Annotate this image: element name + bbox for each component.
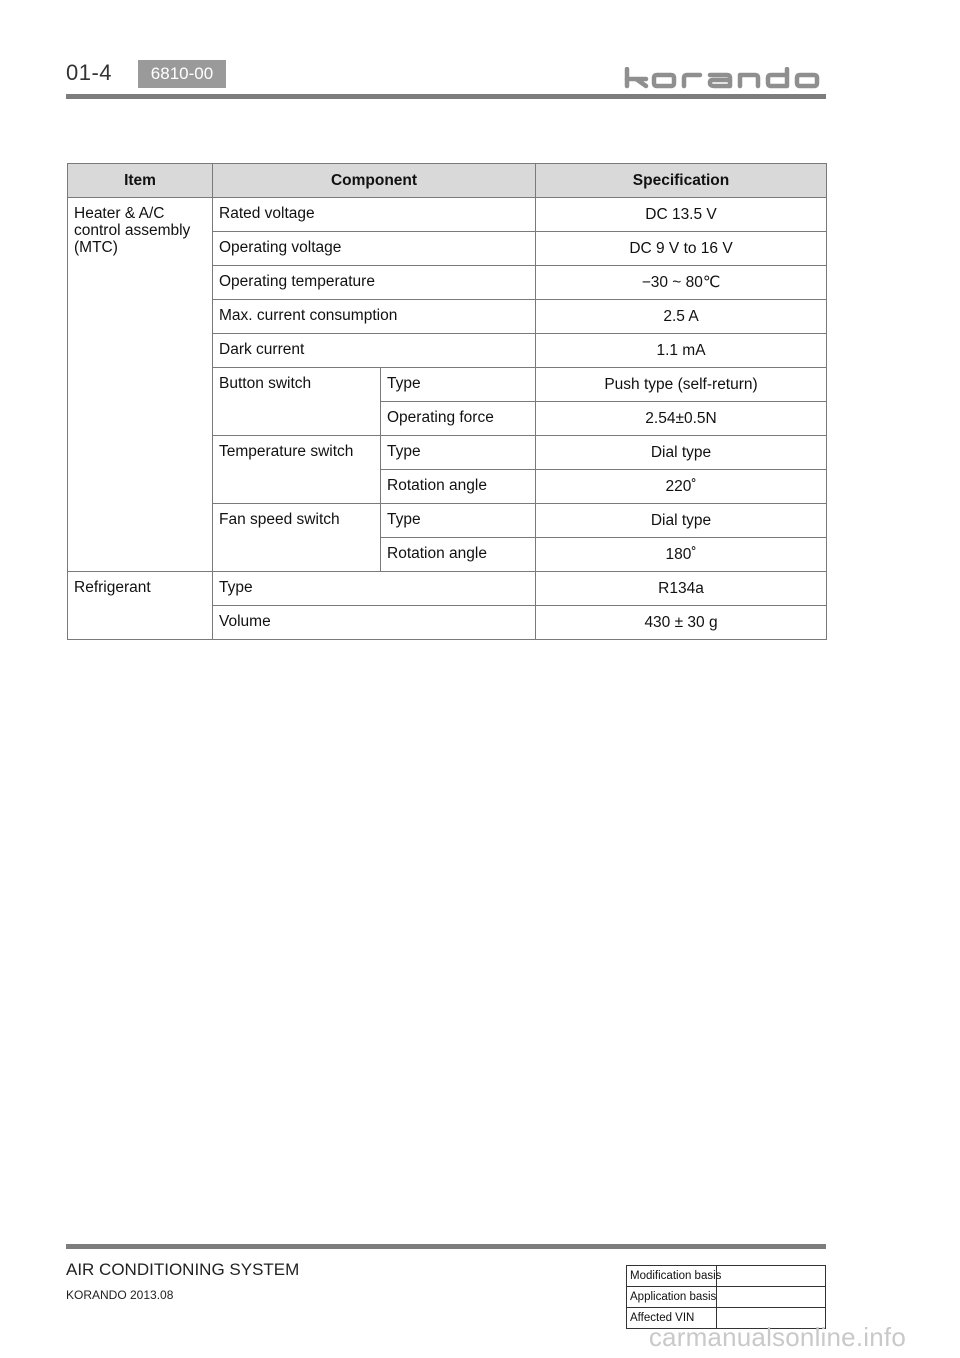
footer-title: AIR CONDITIONING SYSTEM — [66, 1260, 300, 1279]
table-row — [68, 198, 827, 232]
spec-cell: DC 13.5 V — [536, 198, 827, 232]
modification-basis-label: Modification basis — [627, 1266, 717, 1287]
table-header-row — [68, 164, 827, 198]
column-header-item: Item — [68, 164, 213, 198]
subcomponent-cell: Type — [381, 504, 536, 538]
subcomponent-cell: Rotation angle — [381, 470, 536, 504]
spec-cell: 430 ± 30 g — [536, 606, 827, 640]
watermark: carmanualsonline.info — [648, 1322, 906, 1352]
application-basis-label: Application basis — [627, 1287, 717, 1308]
footer-divider — [66, 1244, 826, 1249]
component-button-switch: Button switch — [213, 368, 381, 436]
korando-logo-icon — [624, 67, 826, 89]
subcomponent-cell: Type — [381, 436, 536, 470]
spec-cell: 1.1 mA — [536, 334, 827, 368]
subcomponent-cell: Operating force — [381, 402, 536, 436]
component-cell: Volume — [213, 606, 536, 640]
spec-cell: 180˚ — [536, 538, 827, 572]
item-heater-ac-control: Heater & A/C control assembly (MTC) — [68, 198, 213, 572]
spec-cell: 220˚ — [536, 470, 827, 504]
modification-table — [626, 1265, 826, 1329]
spec-cell: R134a — [536, 572, 827, 606]
component-cell: Rated voltage — [213, 198, 536, 232]
component-cell: Dark current — [213, 334, 536, 368]
spec-cell: 2.5 A — [536, 300, 827, 334]
component-cell: Operating voltage — [213, 232, 536, 266]
spec-cell: −30 ~ 80℃ — [536, 266, 827, 300]
spec-cell: Dial type — [536, 504, 827, 538]
table-row — [68, 572, 827, 606]
subcomponent-cell: Type — [381, 368, 536, 402]
item-refrigerant: Refrigerant — [68, 572, 213, 640]
component-cell: Type — [213, 572, 536, 606]
spec-cell: 2.54±0.5N — [536, 402, 827, 436]
affected-vin-label: Affected VIN — [627, 1308, 717, 1329]
component-cell: Max. current consumption — [213, 300, 536, 334]
section-code-badge: 6810-00 — [138, 60, 226, 88]
footer-subtitle: KORANDO 2013.08 — [66, 1288, 174, 1302]
spec-cell: DC 9 V to 16 V — [536, 232, 827, 266]
application-basis-value — [717, 1287, 826, 1308]
component-cell: Operating temperature — [213, 266, 536, 300]
page-number: 01-4 — [66, 60, 113, 85]
modification-row — [627, 1266, 826, 1287]
column-header-specification: Specification — [536, 164, 827, 198]
component-temperature-switch: Temperature switch — [213, 436, 381, 504]
column-header-component: Component — [213, 164, 536, 198]
specification-table — [67, 163, 827, 640]
component-fan-speed-switch: Fan speed switch — [213, 504, 381, 572]
header-divider — [66, 94, 826, 99]
subcomponent-cell: Rotation angle — [381, 538, 536, 572]
modification-basis-value — [717, 1266, 826, 1287]
spec-cell: Push type (self-return) — [536, 368, 827, 402]
modification-row — [627, 1287, 826, 1308]
spec-cell: Dial type — [536, 436, 827, 470]
